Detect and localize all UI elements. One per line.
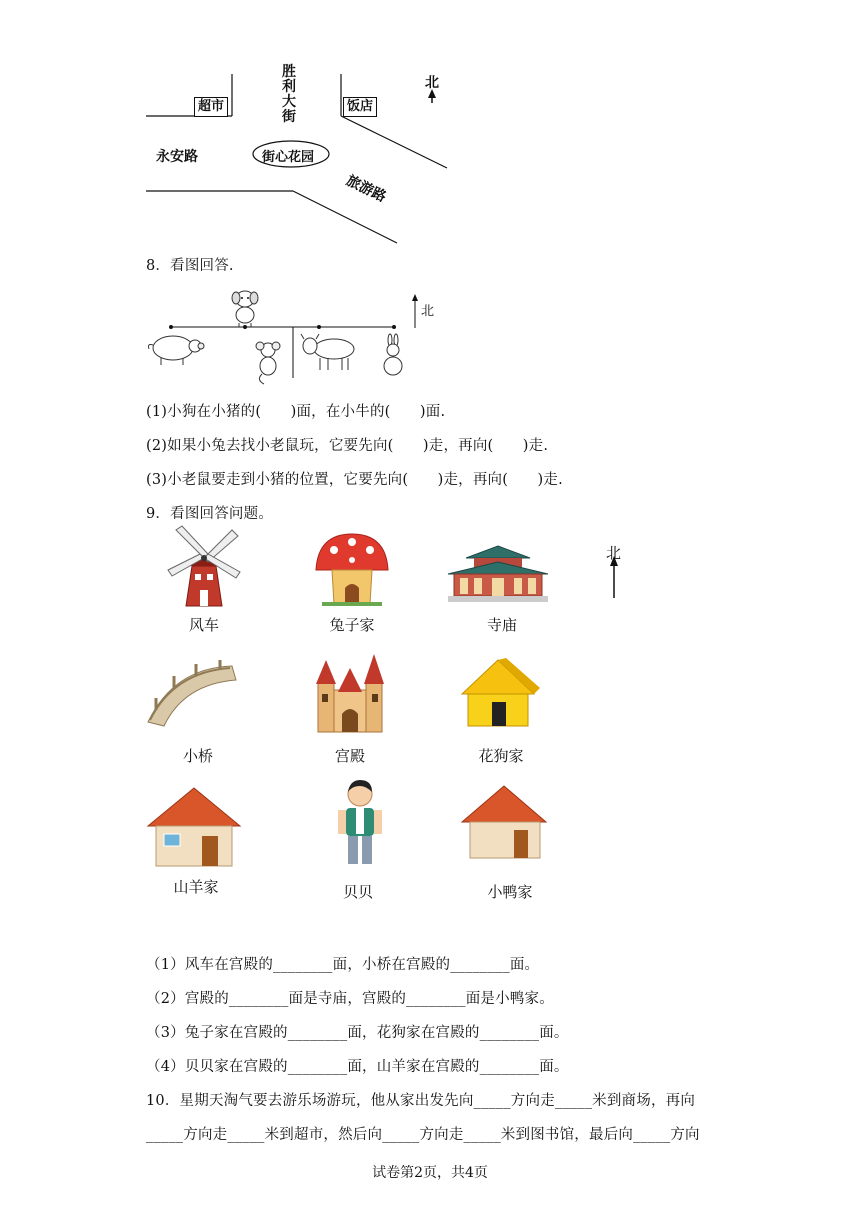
q10-line-1: 10．星期天淘气要去游乐场游玩，他从家出发先向_____方向走_____米到商场，再向 xyxy=(146,1093,696,1109)
q9-line-3: （3）兔子家在宫殿的________面，花狗家在宫殿的________面。 xyxy=(146,1025,569,1041)
page-footer: 试卷第2页，共4页 xyxy=(372,1165,488,1181)
street-char: 大 xyxy=(282,94,296,110)
q9-north-label: 北 xyxy=(606,544,622,562)
temple-icon xyxy=(446,544,550,604)
q10-line-2: _____方向走_____米到超市，然后向_____方向走_____米到图书馆，最后向_____方向 xyxy=(146,1127,700,1143)
q9-title: 9．看图回答问题。 xyxy=(146,506,274,522)
goat-house-icon xyxy=(146,786,242,870)
palace-icon xyxy=(310,646,390,736)
palace-label: 宫殿 xyxy=(334,747,365,765)
mouse-icon xyxy=(250,340,286,384)
beibei-label: 贝贝 xyxy=(342,883,373,901)
windmill-icon xyxy=(164,526,244,610)
bridge-icon xyxy=(144,658,238,728)
q9-line-1: （1）风车在宫殿的________面，小桥在宫殿的________面。 xyxy=(146,957,540,973)
q8-north-label: 北 xyxy=(421,304,435,319)
q8-diagram-lines xyxy=(0,0,860,400)
q9-line-4: （4）贝贝家在宫殿的________面，山羊家在宫殿的________面。 xyxy=(146,1059,569,1075)
rabbit-icon xyxy=(378,335,408,377)
q8-line-2: (2)如果小兔去找小老鼠玩，它要先向( )走，再向( )走. xyxy=(146,438,549,454)
bridge-label: 小桥 xyxy=(182,747,213,765)
street-char: 利 xyxy=(282,79,296,95)
center-garden-label: 街心花园 xyxy=(262,150,315,165)
map-north-label: 北 xyxy=(425,75,439,91)
goat-house-label: 山羊家 xyxy=(173,878,219,896)
rabbit-house-label: 兔子家 xyxy=(329,616,375,634)
windmill-label: 风车 xyxy=(188,616,219,634)
duck-house-label: 小鸭家 xyxy=(487,883,533,901)
dog-house-icon xyxy=(458,658,542,730)
dog-icon xyxy=(225,287,265,327)
street-char: 街 xyxy=(282,109,296,125)
q8-title: 8．看图回答. xyxy=(146,258,234,274)
duck-house-icon xyxy=(460,784,550,862)
lvyou-road-label: 旅游路 xyxy=(343,172,389,206)
street-char: 胜 xyxy=(282,64,296,80)
temple-label: 寺庙 xyxy=(486,616,517,634)
boy-icon xyxy=(330,778,390,870)
restaurant-label: 饭店 xyxy=(343,97,377,117)
q9-line-2: （2）宫殿的________面是寺庙，宫殿的________面是小鸭家。 xyxy=(146,991,554,1007)
q8-line-1: (1)小狗在小猪的( )面，在小牛的( )面. xyxy=(146,404,446,420)
q8-line-3: (3)小老鼠要走到小猪的位置，它要先向( )走，再向( )走. xyxy=(146,472,563,488)
cow-icon xyxy=(300,332,358,372)
dog-house-label: 花狗家 xyxy=(478,747,524,765)
yongan-road-label: 永安路 xyxy=(156,149,198,165)
pig-icon xyxy=(145,331,205,367)
supermarket-label: 超市 xyxy=(194,97,228,117)
mushroom-house-icon xyxy=(312,532,392,608)
